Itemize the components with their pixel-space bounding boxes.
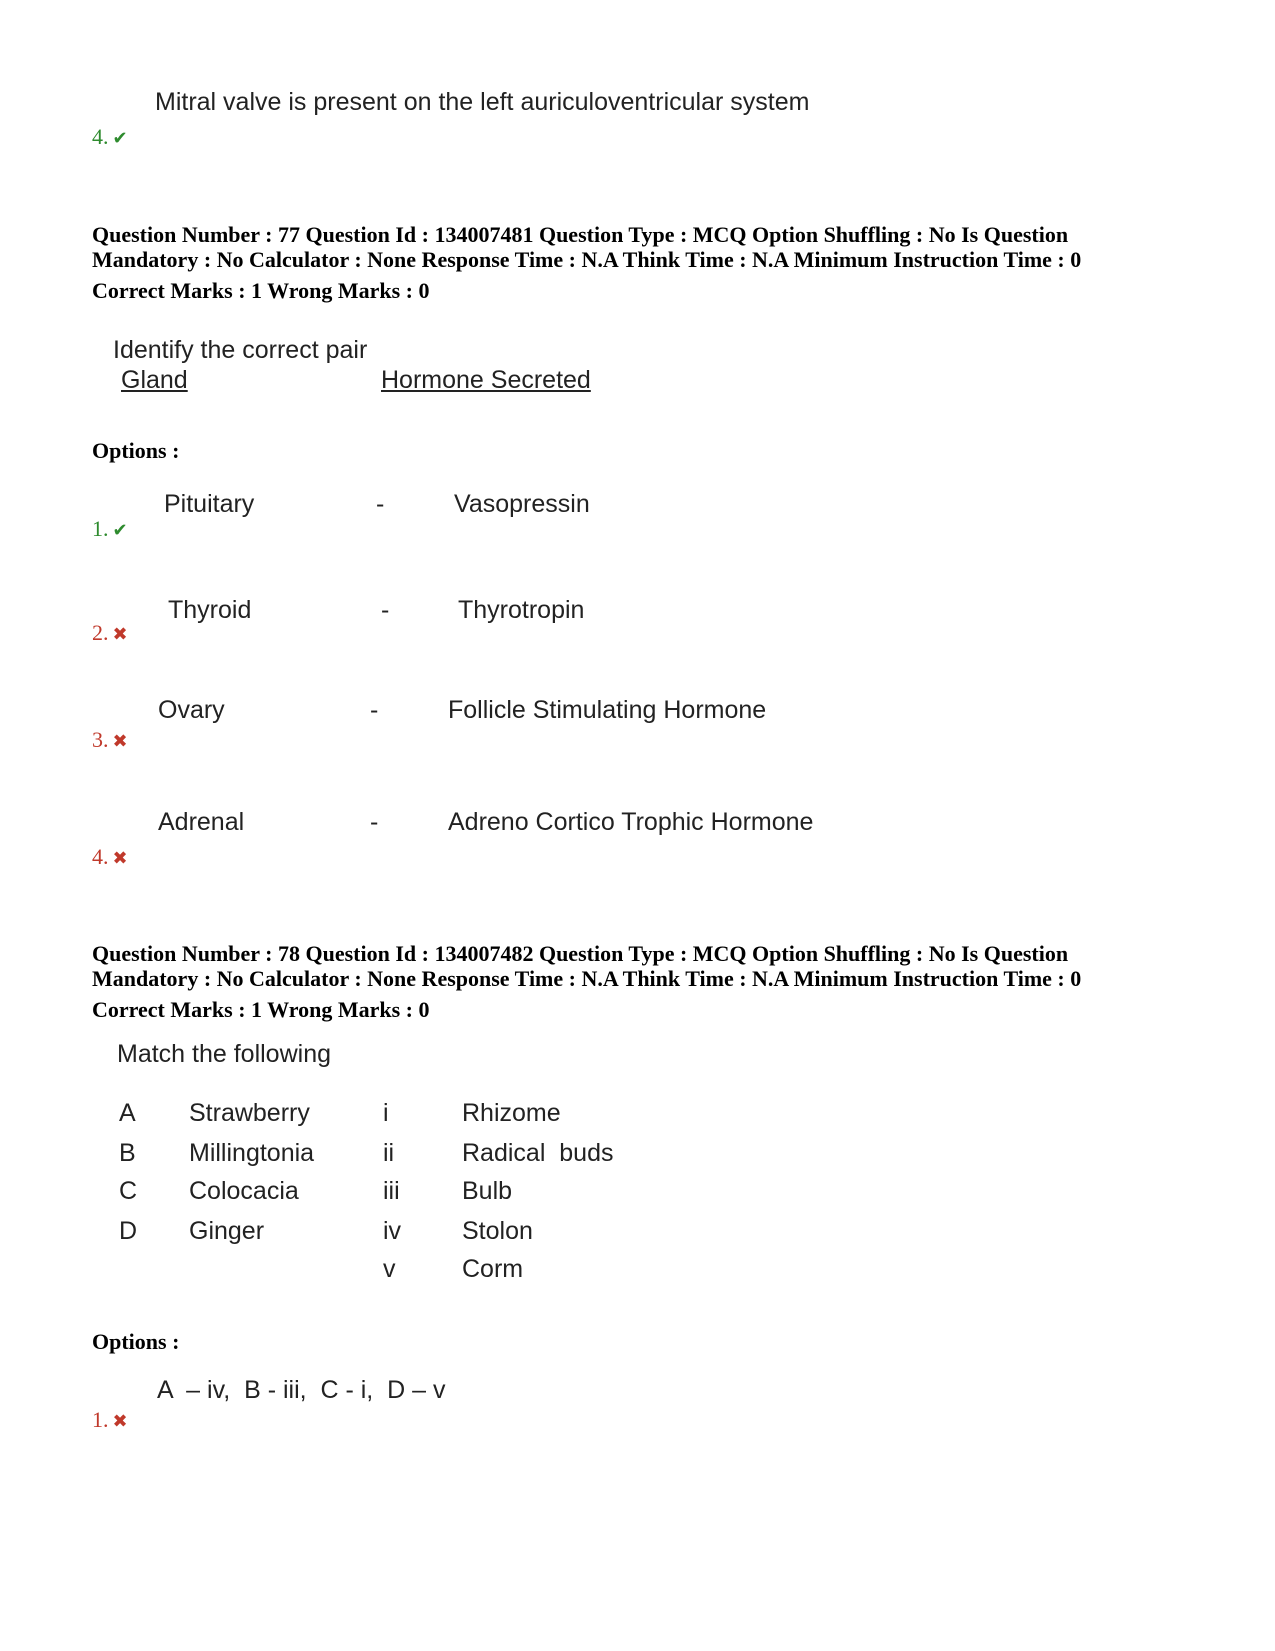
match-answer: Stolon <box>462 1217 533 1245</box>
match-item: Strawberry <box>189 1099 310 1127</box>
q77-meta-line2: Mandatory : No Calculator : None Response Time : N.A Think Time : N.A Minimum Instruction Time : 0 <box>92 247 1082 272</box>
q77-opt2-gland: Thyroid <box>168 596 252 624</box>
match-answer: Bulb <box>462 1177 513 1205</box>
match-answer: Rhizome <box>462 1099 561 1127</box>
q77-meta-line3: Correct Marks : 1 Wrong Marks : 0 <box>92 278 430 303</box>
option-number: 1. <box>92 1407 109 1432</box>
q77-opt2-number[interactable] <box>92 620 128 646</box>
q77-opt3-number[interactable] <box>92 727 128 753</box>
q78-meta-line2: Mandatory : No Calculator : None Response Time : N.A Think Time : N.A Minimum Instruction Time : 0 <box>92 966 1082 991</box>
match-answer: Radical buds <box>462 1139 614 1167</box>
option-number: 4. <box>92 844 109 869</box>
q77-opt1-hormone: Vasopressin <box>454 490 590 518</box>
match-roman: ii <box>383 1139 395 1167</box>
q77-opt1-gland: Pituitary <box>164 490 255 518</box>
match-item: Millingtonia <box>189 1139 315 1167</box>
prev-option-number <box>92 124 128 150</box>
match-item: Ginger <box>189 1217 265 1245</box>
q77-options-label: Options : <box>92 438 180 463</box>
q77-opt3-dash: - <box>370 696 379 724</box>
option-number: 4. <box>92 124 109 149</box>
match-item: Colocacia <box>189 1177 299 1205</box>
match-roman: v <box>383 1255 396 1283</box>
check-icon: ✔ <box>112 128 128 149</box>
q78-stem: Match the following <box>117 1040 332 1068</box>
q77-opt3-hormone: Follicle Stimulating Hormone <box>448 696 767 724</box>
cross-icon: ✖ <box>112 848 128 869</box>
option-number: 1. <box>92 516 109 541</box>
q78-meta-line3: Correct Marks : 1 Wrong Marks : 0 <box>92 997 430 1022</box>
check-icon: ✔ <box>112 520 128 541</box>
q77-opt1-dash: - <box>376 490 385 518</box>
q77-col-hormone: Hormone Secreted <box>381 366 591 394</box>
match-roman: iii <box>383 1177 400 1205</box>
q77-opt4-number[interactable] <box>92 844 128 870</box>
match-roman: iv <box>383 1217 402 1245</box>
option-number: 3. <box>92 727 109 752</box>
q77-opt4-hormone: Adreno Cortico Trophic Hormone <box>448 808 814 836</box>
cross-icon: ✖ <box>112 624 128 645</box>
q77-meta-line1: Question Number : 77 Question Id : 134007481 Question Type : MCQ Option Shuffling : No Is Question <box>92 222 1069 247</box>
q77-stem: Identify the correct pair <box>113 336 368 364</box>
cross-icon: ✖ <box>112 731 128 752</box>
q78-opt1-text: A – iv, B - iii, C - i, D – v <box>157 1376 446 1404</box>
q77-col-gland: Gland <box>121 366 188 394</box>
option-number: 2. <box>92 620 109 645</box>
cross-icon: ✖ <box>112 1411 128 1432</box>
q77-opt1-number[interactable] <box>92 516 128 542</box>
match-answer: Corm <box>462 1255 524 1283</box>
q77-opt4-gland: Adrenal <box>158 808 245 836</box>
match-letter: A <box>119 1099 136 1127</box>
match-roman: i <box>383 1099 389 1127</box>
match-letter: B <box>119 1139 136 1167</box>
q78-meta-line1: Question Number : 78 Question Id : 134007482 Question Type : MCQ Option Shuffling : No Is Question <box>92 941 1069 966</box>
q77-opt3-gland: Ovary <box>158 696 225 724</box>
q77-opt2-dash: - <box>381 596 390 624</box>
prev-option-text: Mitral valve is present on the left auriculoventricular system <box>155 88 810 116</box>
q77-opt4-dash: - <box>370 808 379 836</box>
match-letter: D <box>119 1217 138 1245</box>
q78-options-label: Options : <box>92 1329 180 1354</box>
q77-opt2-hormone: Thyrotropin <box>458 596 585 624</box>
match-letter: C <box>119 1177 138 1205</box>
q78-opt1-number[interactable] <box>92 1407 128 1433</box>
